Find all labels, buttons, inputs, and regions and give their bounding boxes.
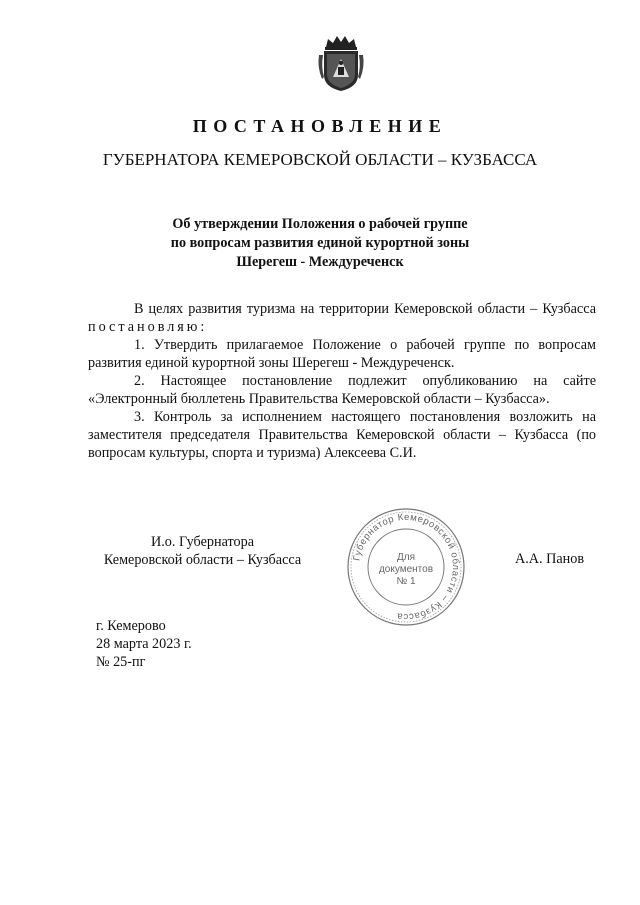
signatory-name: А.А. Панов [515,551,585,567]
document-type-heading: ПОСТАНОВЛЕНИЕ [192,116,448,136]
title-line-3: Шерегеш - Междуреченск [236,254,404,270]
stamp-center-line-1: Для [396,552,416,563]
stamp-ring-text: Губернатор Кемеровской области – Кузбасса [351,511,462,623]
document-date: 28 марта 2023 г. [96,636,192,652]
item-3-paragraph: 3. Контроль за исполнением настоящего постановления возложить на заместителя председателя Правительства Кемеровской области – Кузбасса (по вопросам культуры, спорта и туризма) Алексеева С.И. [88,409,596,461]
position-line-1: И.о. Губернатора [151,534,254,550]
issuer-heading: ГУБЕРНАТОРА КЕМЕРОВСКОЙ ОБЛАСТИ – КУЗБАССА [102,150,538,169]
intro-paragraph [88,300,596,336]
title-line-1: Об утверждении Положения о рабочей группе [172,216,468,232]
place-date-block [96,617,192,671]
city: г. Кемерово [96,618,166,634]
document-body [88,300,596,462]
position-line-2: Кемеровской области – Кузбасса [103,552,302,568]
official-stamp [344,505,468,629]
document-number: № 25-пг [96,654,146,670]
coat-of-arms-emblem [316,33,366,93]
item-1-paragraph: 1. Утвердить прилагаемое Положение о рабочей группе по вопросам развития единой курортной зоны Шерегеш - Междуреченск. [88,337,596,371]
stamp-center-line-2: документов [378,564,434,575]
stamp-center-line-3: № 1 [396,576,416,587]
item-2-paragraph: 2. Настоящее постановление подлежит опубликованию на сайте «Электронный бюллетень Правительства Кемеровской области – Кузбасса». [88,373,596,407]
resolution-word: постановляю: [88,319,208,335]
signatory-position [95,533,310,569]
intro-text: В целях развития туризма на территории Кемеровской области – Кузбасса [134,301,596,317]
document-title [0,215,640,272]
title-line-2: по вопросам развития единой курортной зоны [170,235,470,251]
